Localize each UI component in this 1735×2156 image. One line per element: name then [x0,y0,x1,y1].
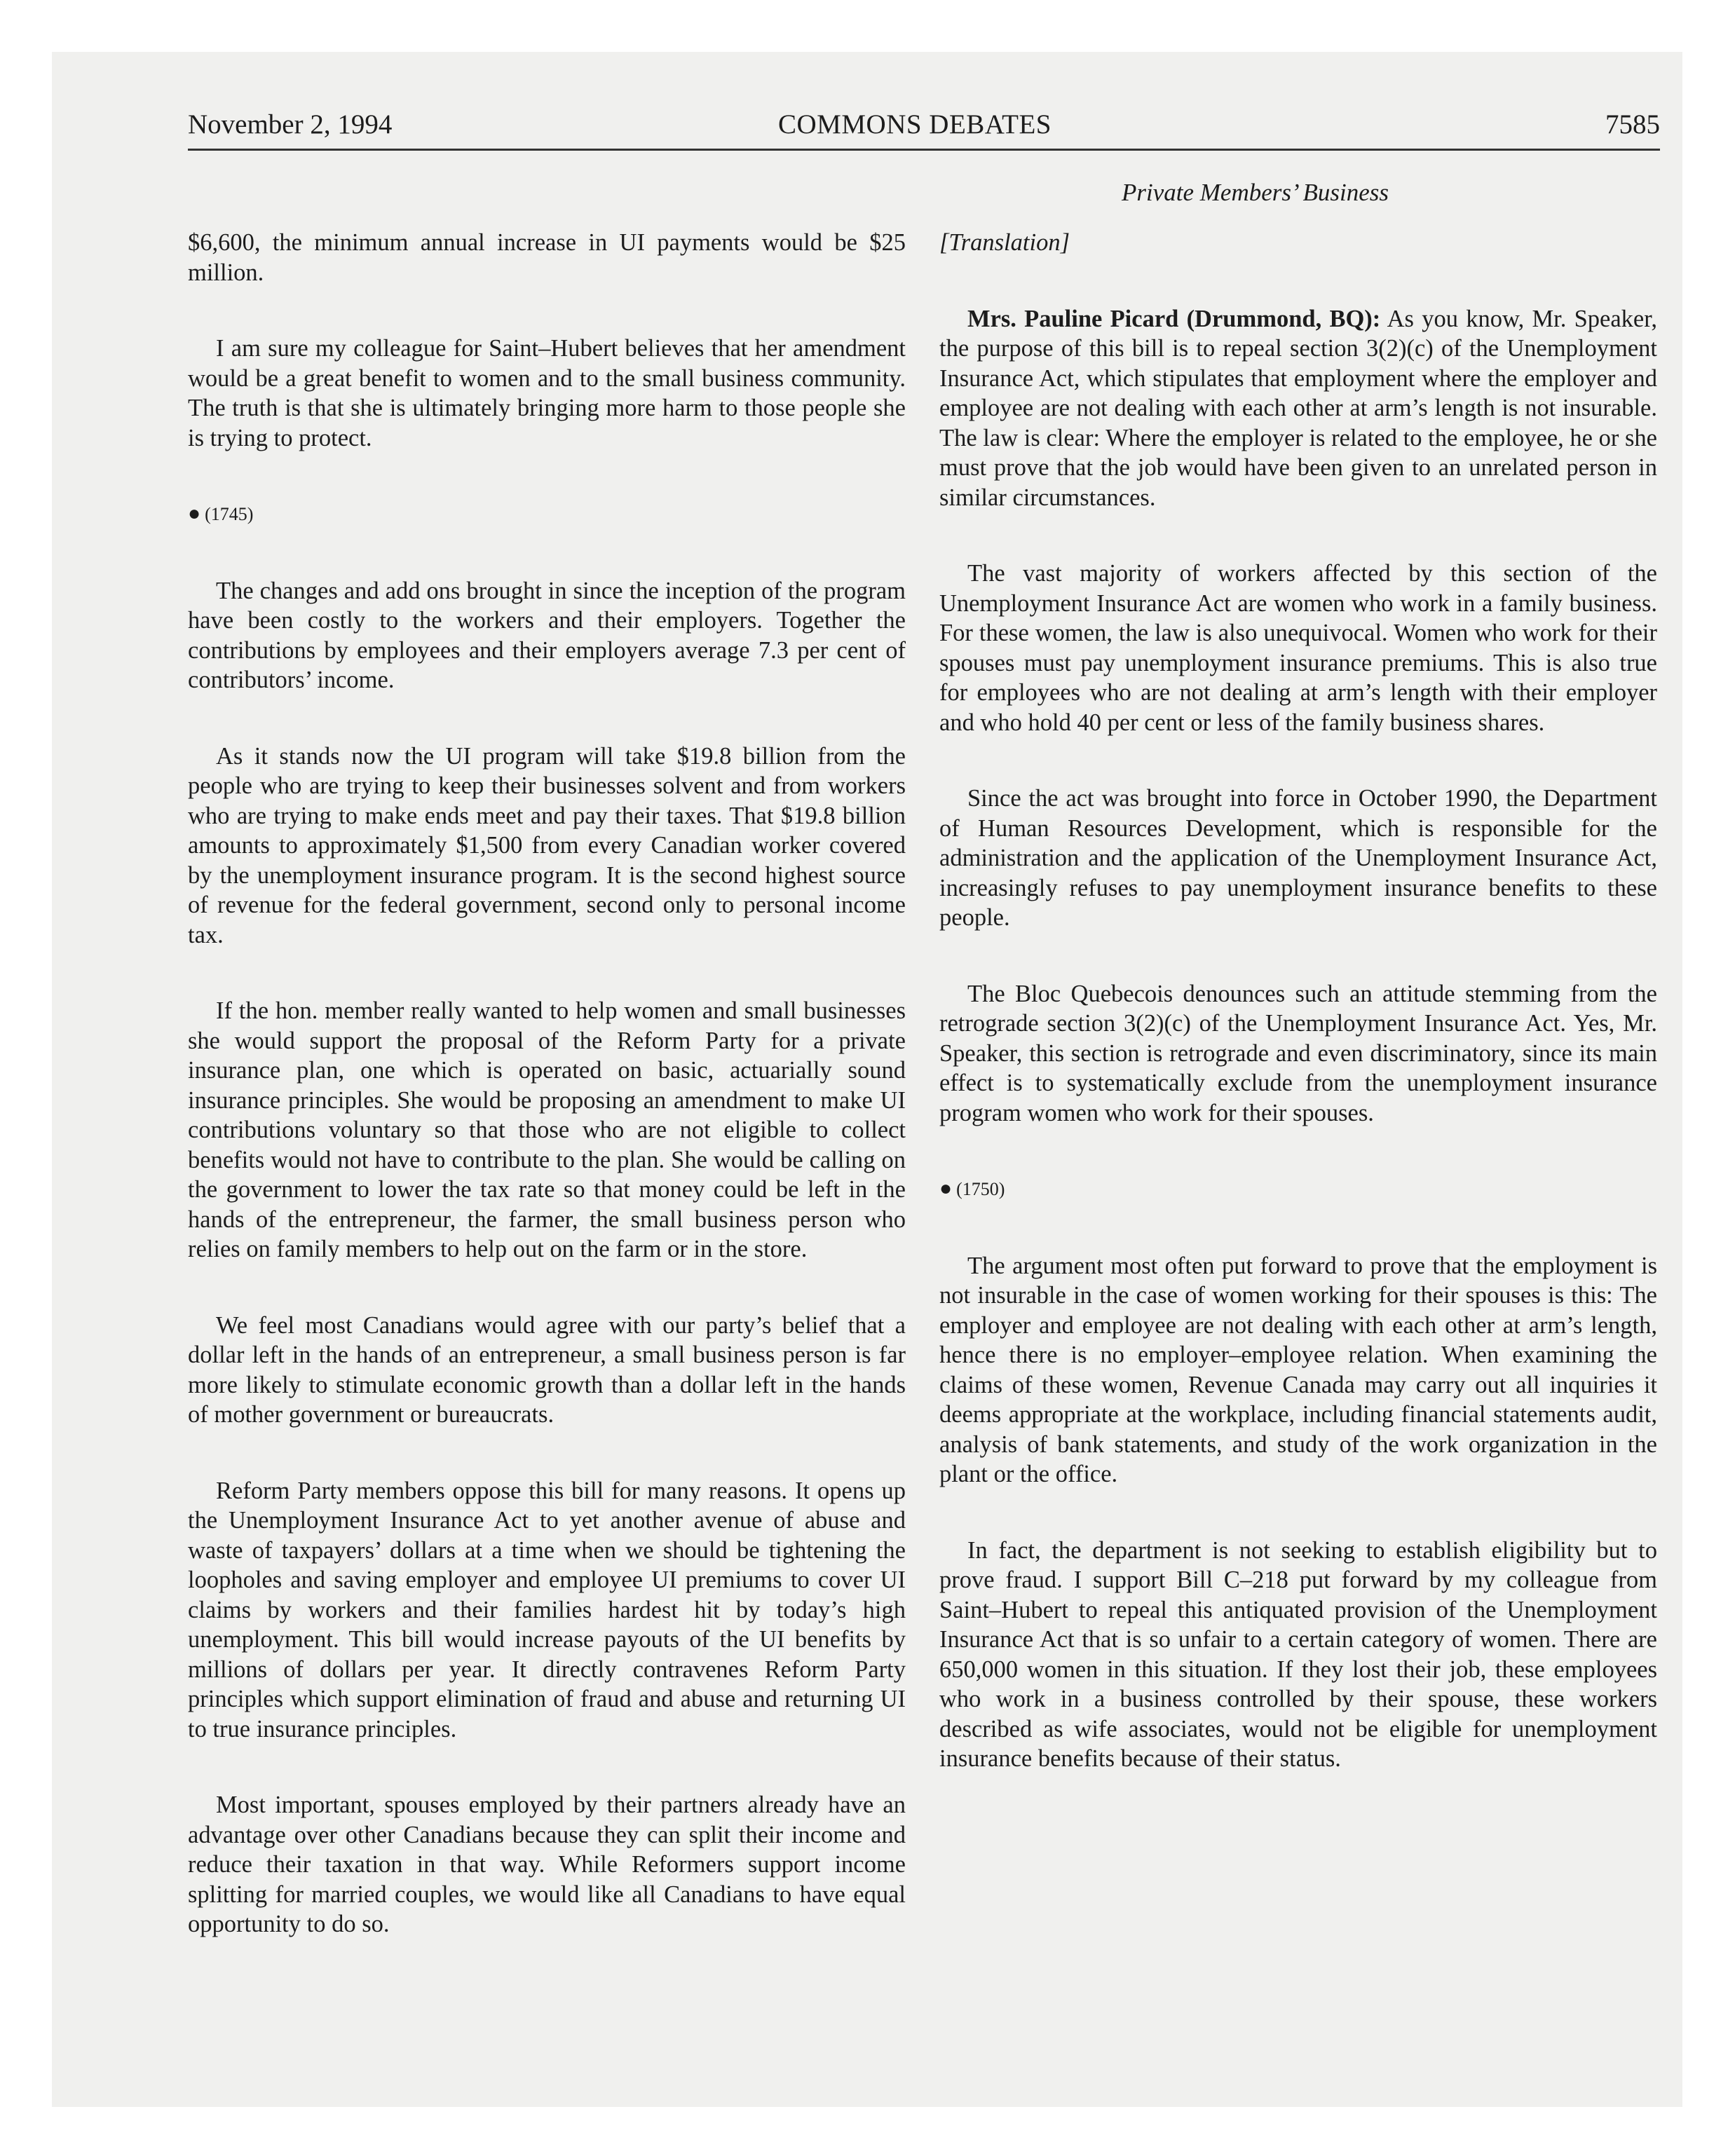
header-title: COMMONS DEBATES [778,109,1052,139]
time-marker [939,1174,1657,1205]
bullet-icon: ● [188,502,201,525]
header-rule [188,149,1660,151]
speech-text: As you know, Mr. Speaker, the purpose of this bill is to repeal section 3(2)(c) of the Unemployment Insurance Act, which stipulates that employment where the employer and employee are not dealing with each other at arm’s length is not insurable. The law is clear: Where the employer is related to the employee, he or she must prove that the job would have been given to an unrelated person in similar circumstances. [939,305,1657,511]
paragraph: If the hon. member really wanted to help women and small businesses she would support the proposal of the Reform Party for a private insurance plan, one which is operated on basic, actuarially sound insurance principles. She would be proposing an amendment to make UI contributions voluntary so that those who are not eligible to collect benefits would not have to contribute to the plan. She would be calling on the government to lower the tax rate so that money could be left in the hands of the entrepreneur, the farmer, the small business person who relies on family members to help out on the farm or in the store. [188,997,906,1262]
paragraph: The Bloc Quebecois denounces such an attitude stemming from the retrograde section 3(2)(c) of the Unemployment Insurance Act. Yes, Mr. Speaker, this section is retrograde and even discriminatory, since its main effect is to systematically exclude from the unemployment insurance program women who work for their spouses. [939,980,1657,1126]
speech-paragraph [939,304,1657,513]
right-column [939,228,1657,1820]
paragraph: The vast majority of workers affected by this section of the Unemployment Insurance Act are women who work in a family business. For these women, the law is also unequivocal. Women who work for their spouses must pay unemployment insurance premiums. This is also true for employees who are not dealing at arm’s length with their employer and who hold 40 per cent or less of the family business shares. [939,560,1657,736]
left-column [188,228,906,1986]
bullet-icon: ● [939,1177,953,1200]
paragraph: The changes and add ons brought in since the inception of the program have been costly to the workers and their employers. Together the contributions by employees and their employers average 7.3 per cent of contributors’ income. [188,577,906,693]
section-heading: Private Members’ Business [1122,179,1389,206]
paragraph: Most important, spouses employed by their partners already have an advantage over other Canadians because they can split their income and reduce their taxation in that way. While Reformers support income splitting for married couples, we would like all Canadians to have equal opportunity to do so. [188,1792,906,1937]
header-date: November 2, 1994 [188,109,393,139]
time-marker-label: (1750) [956,1179,1005,1199]
translation-note: [Translation] [939,229,1070,256]
speaker-name: Mrs. Pauline Picard (Drummond, BQ): [967,305,1381,332]
paragraph: In fact, the department is not seeking to establish eligibility but to prove fraud. I support Bill C–218 put forward by my colleague from Saint–Hubert to repeal this antiquated provision of the Unemployment Insurance Act that is so unfair to a certain category of women. There are 650,000 women in this situation. If they lost their job, these employees who work in a business controlled by their spouse, these workers described as wife associates, would not be eligible for unemployment insurance benefits because of their status. [939,1536,1657,1772]
paragraph: Reform Party members oppose this bill for many reasons. It opens up the Unemployment Insurance Act to yet another avenue of abuse and waste of taxpayers’ dollars at a time when we should be tightening the loopholes and saving employer and employee UI premiums to cover UI claims by workers and their families hardest hit by today’s high unemployment. This bill would increase payouts of the UI benefits by millions of dollars per year. It directly contravenes Reform Party principles which support elimination of fraud and abuse and returning UI to true insurance principles. [188,1477,906,1742]
paragraph: $6,600, the minimum annual increase in UI payments would be $25 million. [188,229,906,286]
page-header [188,104,1660,146]
paragraph: I am sure my colleague for Saint–Hubert believes that her amendment would be a great benefit to women and to the small business community. The truth is that she is ultimately bringing more harm to those people she is trying to protect. [188,335,906,451]
paragraph: We feel most Canadians would agree with our party’s belief that a dollar left in the hands of an entrepreneur, a small business person is far more likely to stimulate economic growth than a dollar left in the hands of mother government or bureaucrats. [188,1311,906,1428]
header-page-number: 7585 [1605,109,1660,139]
time-marker-label: (1745) [205,504,254,524]
time-marker [188,499,906,530]
paragraph: The argument most often put forward to prove that the employment is not insurable in the case of women working for their spouses is this: The employer and employee are not dealing with each other at arm’s length, hence there is no employer–employee relation. When examining the claims of these women, Revenue Canada may carry out all inquiries it deems appropriate at the workplace, including financial statements audit, analysis of bank statements, and study of the work organization in the plant or the office. [939,1252,1657,1487]
paragraph: Since the act was brought into force in October 1990, the Department of Human Resources Development, which is responsible for the administration and the application of the Unemployment Insurance Act, increasingly refuses to pay unemployment insurance benefits to these people. [939,785,1657,931]
paragraph: As it stands now the UI program will take $19.8 billion from the people who are trying to keep their businesses solvent and from workers who are trying to make ends meet and pay their taxes. That $19.8 billion amounts to approximately $1,500 from every Canadian worker covered by the unemployment insurance program. It is the second highest source of revenue for the federal government, second only to personal income tax. [188,742,906,948]
